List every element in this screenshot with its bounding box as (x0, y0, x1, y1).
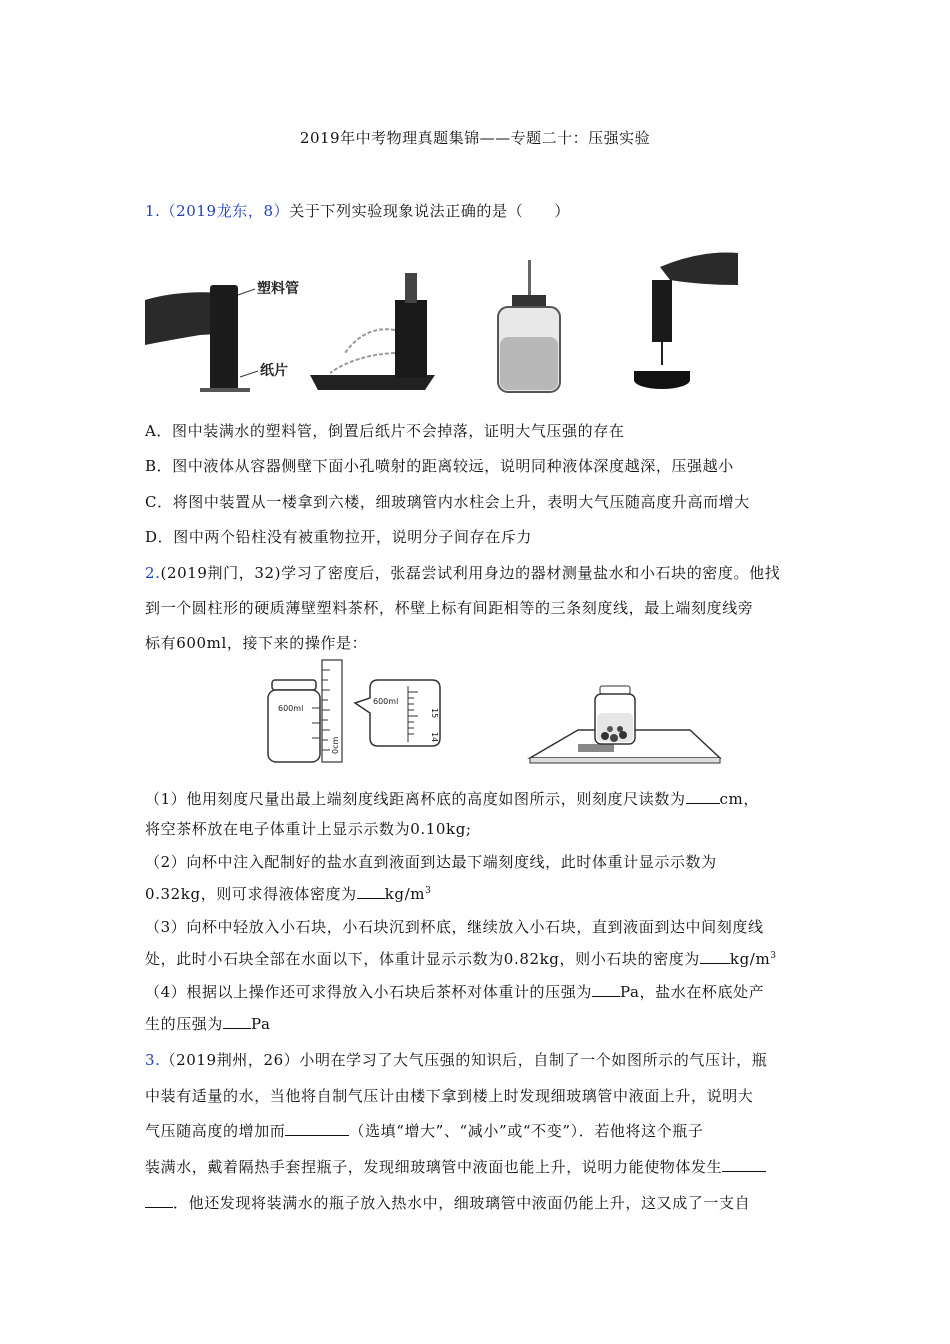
q2-part4-blank-1[interactable] (592, 982, 620, 997)
q3-line-5 (145, 1192, 815, 1213)
q2-part2-blank[interactable] (357, 884, 385, 899)
q2-part4-line1 (145, 981, 815, 1002)
q3-text-3b: （选填“增大”、“减小”或“不变”）．若他将这个瓶子 (349, 1122, 704, 1140)
q1-fig-a-inverted-tube (145, 280, 299, 392)
q2-label-ruler-14: 14 (430, 732, 439, 743)
q1-label-paper: 纸片 (260, 363, 288, 379)
q2-figure (260, 658, 730, 773)
q2-part3-line2 (145, 948, 815, 969)
q2-label-ruler-15: 15 (430, 708, 439, 719)
q2-part4-blank-2[interactable] (223, 1014, 251, 1029)
q1-fig-c-barometer-jar (498, 260, 560, 392)
q2-part4-text-2: 生的压强为 (145, 1015, 224, 1033)
q3-blank-2a[interactable] (722, 1157, 766, 1172)
q2-part2-line1: （2）向杯中注入配制好的盐水直到液面到达最下端刻度线，此时体重计显示示数为 (145, 853, 717, 871)
q2-line-2: 到一个圆柱形的硬质薄壁塑料茶杯，杯壁上标有间距相等的三条刻度线，最上端刻度线旁 (145, 599, 754, 617)
q3-blank-1[interactable] (285, 1121, 349, 1136)
q2-fig-cup-ruler (268, 660, 342, 762)
q1-number: 1. (145, 202, 161, 220)
q3-text-4: 装满水，戴着隔热手套捏瓶子，发现细玻璃管中液面也能上升，说明力能使物体发生 (145, 1158, 723, 1176)
q2-part1-line2: 将空茶杯放在电子体重计上显示示数为0.10kg; (145, 820, 472, 838)
q2-part1-line1 (145, 788, 815, 809)
q2-fig-zoom-bubble (355, 680, 440, 746)
q2-part3-line1: （3）向杯中轻放入小石块，小石块沉到杯底，继续放入小石块，直到液面到达中间刻度线 (145, 918, 764, 936)
q1-source: （2019龙东，8） (160, 202, 290, 220)
q3-text-5: ．他还发现将装满水的瓶子放入热水中，细玻璃管中液面仍能上升，这又成了一支自 (173, 1194, 751, 1212)
q2-part1-text: （1）他用刻度尺量出最上端刻度线距离杯底的高度如图所示，则刻度尺读数为 (145, 790, 686, 808)
q2-part1-unit: cm， (719, 790, 759, 808)
q1-figure (140, 245, 740, 395)
q2-line-3: 标有600ml，接下来的操作是： (145, 634, 368, 652)
q3-text-3a: 气压随高度的增加而 (145, 1122, 286, 1140)
q2-line-1 (145, 562, 815, 583)
q2-part3-text: 处，此时小石块全部在水面以下，体重计显示示数为0.82kg，则小石块的密度为 (145, 950, 700, 968)
q1-option-b: B．图中液体从容器侧壁下面小孔喷射的距离较远，说明同种液体深度越深，压强越小 (145, 457, 734, 475)
q3-line-3 (145, 1120, 815, 1141)
q2-label-cup-600ml: 600ml (278, 704, 304, 713)
q2-part3-cube: 3 (770, 951, 777, 961)
q1-fig-b-container (310, 273, 435, 390)
q2-part4-mid: Pa，盐水在杯底处产 (619, 983, 765, 1001)
q2-number: 2. (145, 564, 161, 582)
q1-fig-d-lead-cylinders (634, 253, 738, 389)
q2-source: (2019荆门，32) (160, 564, 282, 582)
q3-line-1 (145, 1049, 815, 1070)
q2-part4-unit: Pa (251, 1015, 271, 1033)
q3-blank-2b[interactable] (145, 1193, 173, 1208)
q3-line-2: 中装有适量的水，当他将自制气压计由楼下拿到楼上时发现细玻璃管中液面上升，说明大 (145, 1087, 754, 1105)
q2-label-bubble-600ml: 600ml (373, 697, 399, 706)
q2-part3-unit: kg/m (729, 950, 771, 968)
q2-part2-unit: kg/m (384, 885, 426, 903)
q2-part2-cube: 3 (425, 886, 432, 896)
q1-stem-line (145, 200, 815, 221)
q2-part4-line2 (145, 1013, 815, 1034)
q1-option-a: A．图中装满水的塑料管，倒置后纸片不会掉落，证明大气压强的存在 (145, 422, 625, 440)
q1-label-tube: 塑料管 (257, 281, 299, 297)
q2-part1-blank[interactable] (686, 789, 720, 804)
q1-option-c: C．将图中装置从一楼拿到六楼，细玻璃管内水柱会上升，表明大气压随高度升高而增大 (145, 493, 750, 511)
q2-part2-text: 0.32kg，则可求得液体密度为 (145, 885, 357, 903)
q1-option-d: D．图中两个铅柱没有被重物拉开，说明分子间存在斥力 (145, 528, 533, 546)
q2-label-ruler-cm: 0cm (331, 736, 340, 754)
q2-part3-blank[interactable] (700, 949, 730, 964)
q2-fig-scale-cup-stones (530, 686, 720, 763)
q3-line-4 (145, 1156, 815, 1177)
q3-number: 3. (145, 1051, 161, 1069)
q2-part4-text: （4）根据以上操作还可求得放入小石块后茶杯对体重计的压强为 (145, 983, 592, 1001)
page-title: 2019年中考物理真题集锦——专题二十：压强实验 (299, 129, 651, 147)
q3-text-1: （2019荆州，26）小明在学习了大气压强的知识后，自制了一个如图所示的气压计，瓶 (160, 1051, 768, 1069)
q1-stem: 关于下列实验现象说法正确的是（ ） (289, 202, 571, 220)
q2-part2-line2 (145, 883, 815, 904)
q2-text-1: 学习了密度后，张磊尝试利用身边的器材测量盐水和小石块的密度。他找 (281, 564, 781, 582)
